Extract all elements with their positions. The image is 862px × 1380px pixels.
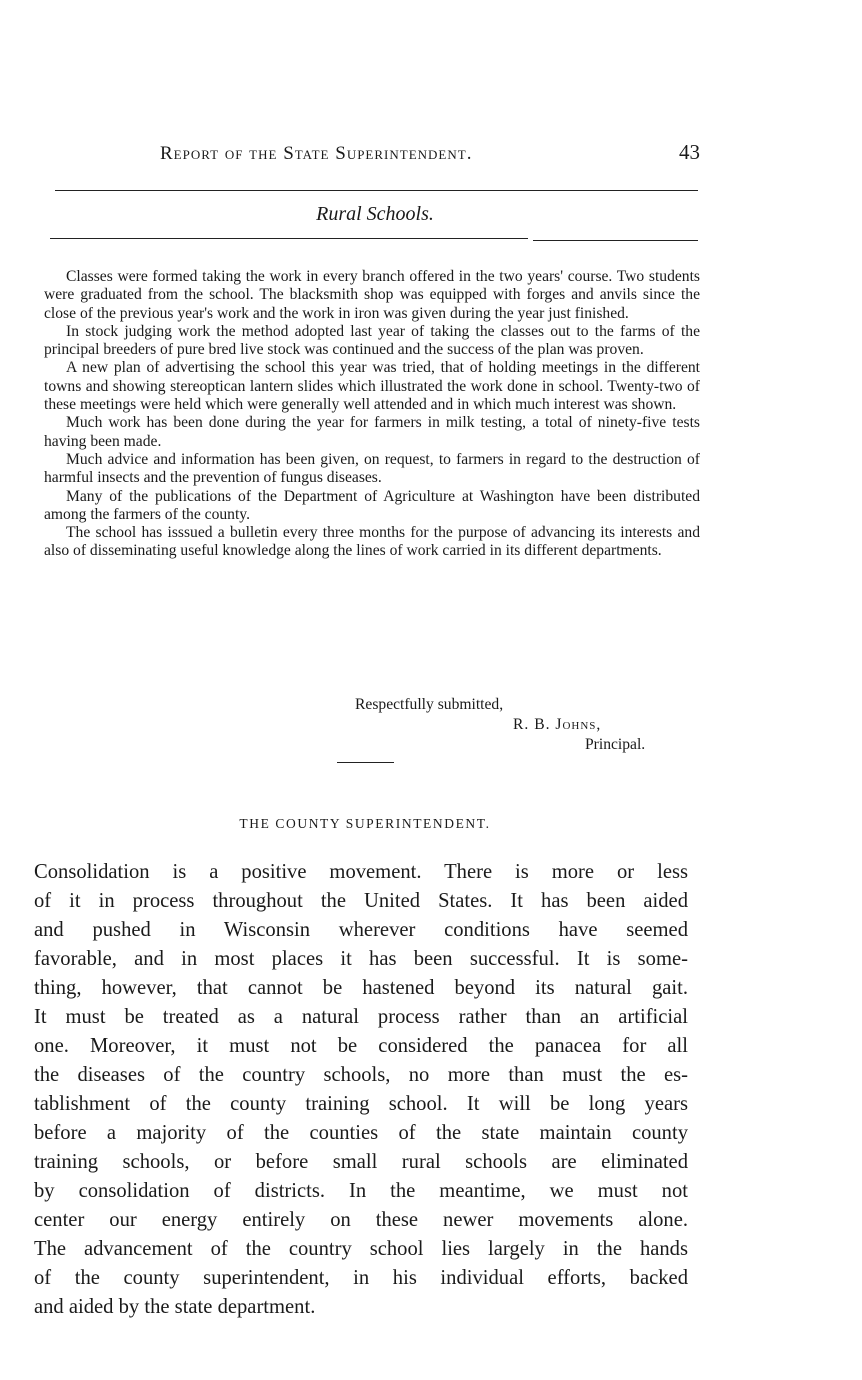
county-body	[34, 858, 688, 1322]
report-paragraph: Much advice and information has been given, on request, to farmers in regard to the destruction of harmful insects and the prevention of fungus diseases.	[44, 450, 700, 487]
header-rule	[55, 190, 698, 191]
page-number: 43	[679, 140, 700, 164]
signer-title: Principal.	[585, 736, 646, 753]
text-line: center our energy entirely on these newer movements alone.	[34, 1209, 688, 1231]
section-divider	[337, 762, 394, 763]
text-line: by consolidation of districts. In the meantime, we must not	[34, 1180, 688, 1202]
closing-line: Respectfully submitted,	[355, 696, 504, 713]
text-line: and aided by the state department.	[34, 1296, 316, 1318]
report-paragraph: In stock judging work the method adopted last year of taking the classes out to the farms of the principal breeders of pure bred live stock was continued and the success of the plan was proven.	[44, 322, 700, 359]
report-paragraph: Much work has been done during the year for farmers in milk testing, a total of ninety-five tests having been made.	[44, 414, 700, 450]
text-line: The advancement of the country school lies largely in the hands	[34, 1238, 688, 1260]
text-line: It must be treated as a natural process rather than an artificial	[34, 1006, 688, 1028]
report-paragraph: The school has isssued a bulletin every three months for the purpose of advancing its interests and also of disseminating useful knowledge along the lines of work carried in its different departments.	[44, 524, 700, 560]
text-line: one. Moreover, it must not be considered the panacea for all	[34, 1035, 688, 1057]
running-title: Report of the State Superintendent.	[160, 143, 473, 164]
text-line: tablishment of the county training school. It will be long years	[34, 1093, 688, 1115]
section-rule-right	[533, 240, 698, 241]
text-line: of it in process throughout the United States. It has been aided	[34, 890, 688, 912]
report-paragraph: Classes were formed taking the work in every branch offered in the two years' course. Two students were graduated from the school. The blacksmith shop was equipped with forges and anvils since the close of the previous year's work and the work in iron was given during the year just finished.	[44, 268, 700, 322]
section-rule-left	[50, 238, 528, 239]
county-paragraph	[34, 858, 688, 1322]
text-line: the diseases of the country schools, no more than must the es-	[34, 1064, 688, 1086]
page-header	[160, 140, 700, 165]
signer-name: R. B. Johns,	[513, 716, 602, 733]
report-paragraph: A new plan of advertising the school this year was tried, that of holding meetings in the different towns and showing stereoptican lantern slides which illustrated the work done in school. Twenty-two of these meetings were held which were generally well attended and in which much interest was shown.	[44, 359, 700, 414]
text-line: and pushed in Wisconsin wherever conditions have seemed	[34, 919, 688, 941]
text-line: before a majority of the counties of the state maintain county	[34, 1122, 688, 1144]
report-paragraph: Many of the publications of the Department of Agriculture at Washington have been distributed among the farmers of the county.	[44, 487, 700, 523]
text-line: favorable, and in most places it has been successful. It is some-	[34, 948, 688, 970]
text-line: of the county superintendent, in his individual efforts, backed	[34, 1267, 688, 1289]
text-line: training schools, or before small rural schools are eliminated	[34, 1151, 688, 1173]
report-body	[44, 268, 700, 561]
text-line: Consolidation is a positive movement. There is more or less	[34, 861, 688, 883]
text-line: thing, however, that cannot be hastened beyond its natural gait.	[34, 977, 688, 999]
section-title: Rural Schools.	[316, 203, 434, 225]
county-heading: THE COUNTY SUPERINTENDENT.	[239, 816, 491, 831]
